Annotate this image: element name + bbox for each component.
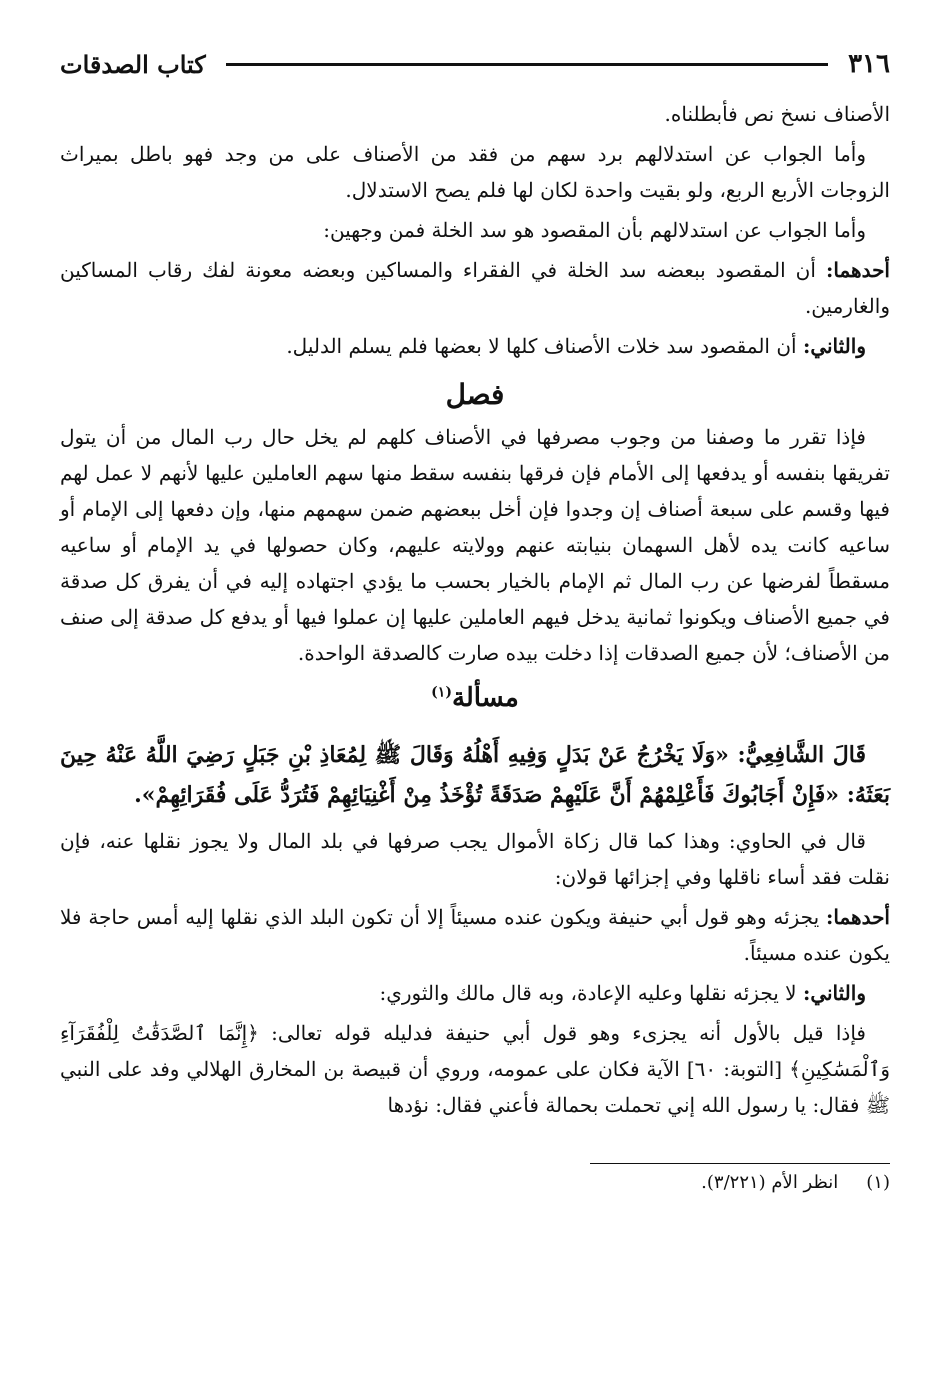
page-number: ٣١٦ (848, 49, 890, 79)
footnote-number: (١) (866, 1172, 890, 1193)
masala-title: مسألة (451, 683, 519, 713)
footnote (60, 1172, 890, 1193)
hawi-paragraph: قال في الحاوي: وهذا كما قال زكاة الأموال يجب صرفها في بلد المال ولا يجوز نقلها عنه، فإن نقلت فقد أساء ناقلها وفي إجزائها قولان: (60, 829, 890, 889)
first-opinion-lead: أحدهما: (825, 905, 890, 929)
second-point (60, 328, 890, 364)
last-paragraph: فإذا قيل بالأول أنه يجزىء وهو قول أبي حنيفة فدليله قوله تعالى: ﴿إِنَّمَا ٱلصَّدَقَٰتُ لِلْفُقَرَآءِ وَٱلْمَسَٰكِينِ﴾ [التوبة: ٦٠] الآية فكان على عمومه، وروي أن قبيصة بن المخارق الهلالي وفد على النبي ﷺ فقال: يا رسول الله إني تحملت بحمالة فأعني فقال: نؤدها (60, 1021, 890, 1117)
section-heading: فصل (445, 378, 505, 411)
footnote-rule (590, 1163, 890, 1164)
first-point-lead: أحدهما: (825, 258, 890, 282)
paragraph-answer-two: وأما الجواب عن استدلالهم بأن المقصود هو سد الخلة فمن وجهين: (323, 218, 866, 242)
first-point (60, 252, 890, 324)
footnote-marker: (١) (431, 684, 452, 701)
first-opinion-text: يجزئه وهو قول أبي حنيفة ويكون عنده مسيئاً إلا أن تكون البلد الذي نقلها إليه أمس حاجة فلا يكون عنده مسيئاً. (60, 905, 890, 965)
second-opinion-text: لا يجزئه نقلها وعليه الإعادة، وبه قال مالك والثوري: (379, 981, 803, 1005)
second-opinion (60, 975, 890, 1011)
first-opinion (60, 899, 890, 971)
book-title: كتاب الصدقات (60, 49, 206, 79)
first-point-text: أن المقصود ببعضه سد الخلة في الفقراء والمساكين وبعضه معونة لفك رقاب المساكين والغارمين. (60, 258, 890, 318)
page-header (60, 40, 890, 88)
footnote-text: انظر الأم (٣/٢٢١). (701, 1172, 839, 1193)
header-rule (226, 63, 828, 66)
second-point-lead: والثاني: (802, 334, 866, 358)
paragraph-continuation: الأصناف نسخ نص فأبطلناه. (664, 102, 890, 126)
masala-heading (60, 683, 890, 713)
section-paragraph: فإذا تقرر ما وصفنا من وجوب مصرفها في الأصناف كلهم لم يخل حال رب المال من أن يتول تفريقها بنفسه أو يدفعها إلى الأمام فإن فرقها بنفسه سقط منها سهم العاملين عليها لأنهم لا عمل لهم فيها وقسم على سبعة أصناف إن وجدوا فإن أخل ببعضهم ضمن سهمهم منها، وإن دفعها إلى الإمام أو ساعيه كانت يده لأهل السهمان بنيابته عنهم وولايته عليهم، وكان حصولها في يد الإمام أو ساعيه مسقطاً لفرضها عن رب المال ثم الإمام بالخيار بحسب ما يؤدي اجتهاده إليه في أن يفرق كل صدقة في جميع الأصناف ويكونوا ثمانية يدخل فيهم العاملين عليها إن عملوا فيها أو يدفع كل صدقة إلى صنف من الأصناف؛ لأن جميع الصدقات إذا دخلت بيده صارت كالصدقة الواحدة. (60, 425, 890, 665)
second-opinion-lead: والثاني: (802, 981, 866, 1005)
shafii-quote: قَالَ الشَّافِعِيُّ: «وَلَا يَخْرُجُ عَنْ بَدَلٍ وَفِيهِ أَهْلُهُ وَقَالَ ﷺ لِمُعَاذِ بْنِ جَبَلٍ رَضِيَ اللَّهُ عَنْهُ حِينَ بَعَثَهُ: «فَإِنْ أَجَابُوكَ فَأَعْلِمْهُمْ أَنَّ عَلَيْهِمْ صَدَقَةً تُؤْخَذُ مِنْ أَغْنِيَائِهِمْ فَتُرَدُّ عَلَى فُقَرَائِهِمْ». (60, 742, 890, 808)
second-point-text: أن المقصود سد خلات الأصناف كلها لا بعضها فلم يسلم الدليل. (286, 334, 803, 358)
paragraph-answer-one: وأما الجواب عن استدلالهم برد سهم من فقد من الأصناف على من وجد فهو باطل بميراث الزوجات الأربع الربع، ولو بقيت واحدة لكان لها فلم يصح الاستدلال. (60, 142, 890, 202)
book-page (60, 40, 890, 1193)
